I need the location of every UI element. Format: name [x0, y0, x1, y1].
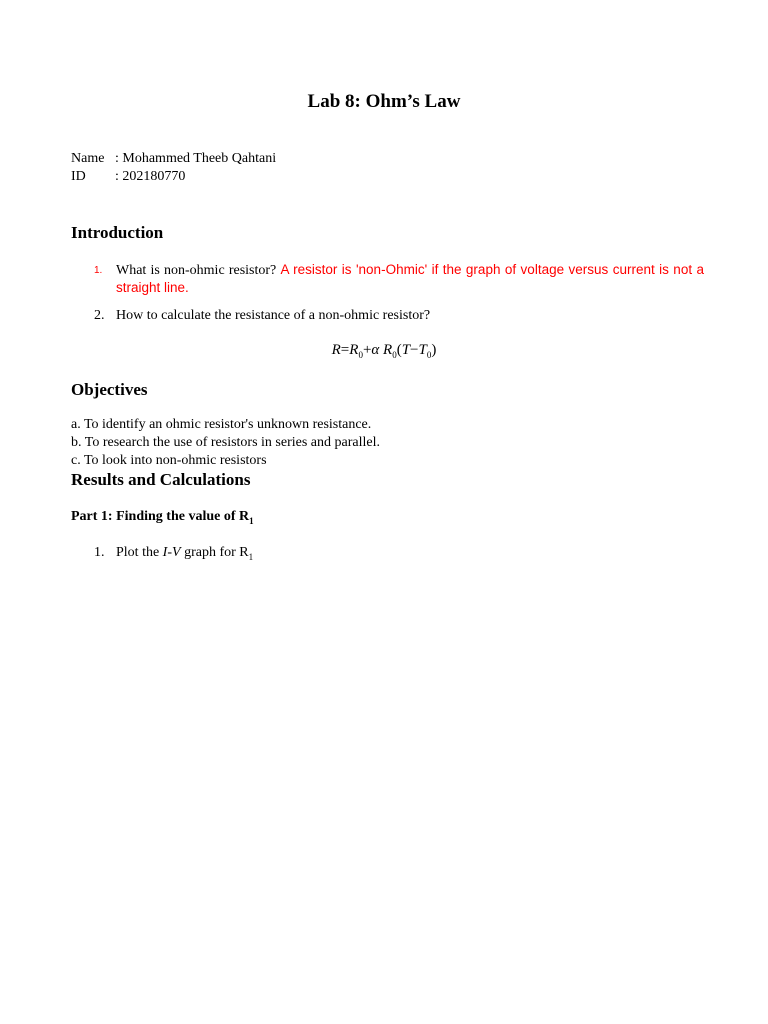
intro-item-1-number: 1. [94, 265, 103, 276]
intro-item-1 [94, 261, 704, 297]
part1-heading [71, 509, 254, 526]
objective-c: c. To look into non-ohmic resistors [71, 453, 267, 468]
objective-b: b. To research the use of resistors in series and parallel. [71, 435, 380, 450]
intro-item-1-question: What is non-ohmic resistor? [116, 263, 281, 278]
id-row [71, 168, 185, 186]
formula-r0: R [349, 342, 359, 358]
formula-alpha: α [371, 342, 380, 358]
part1-item-1 [94, 544, 704, 566]
formula-close: ) [431, 342, 437, 358]
part1-item-1-number: 1. [94, 545, 105, 560]
part1-heading-text: Part 1: Finding the value of R [71, 509, 250, 524]
objective-a: a. To identify an ohmic resistor's unknown resistance. [71, 417, 372, 432]
results-heading: Results and Calculations [71, 470, 251, 489]
formula-sub0c: 0 [426, 350, 432, 360]
part1-item-1-pre: Plot the [116, 545, 163, 560]
id-value: : 202180770 [115, 169, 186, 184]
formula-r0b: R [383, 342, 393, 358]
formula-minus: − [410, 342, 419, 358]
objectives-heading: Objectives [71, 380, 148, 399]
formula-t0: T [418, 342, 427, 358]
resistance-formula [0, 342, 768, 360]
intro-item-2 [94, 307, 704, 324]
part1-heading-sub: 1 [249, 515, 254, 526]
formula-t: T [401, 342, 411, 358]
part1-item-1-post: graph for R [180, 545, 249, 560]
part1-item-1-italic: I-V [162, 545, 181, 560]
name-value: : Mohammed Theeb Qahtani [115, 151, 277, 166]
part1-item-1-text [116, 544, 704, 566]
introduction-heading: Introduction [71, 223, 164, 242]
formula-sub0: 0 [358, 350, 363, 360]
formula-eq: = [340, 342, 350, 358]
intro-item-1-answer: A resistor is 'non-Ohmic' if the graph of voltage versus current is not a straight line. [116, 262, 705, 295]
formula-open: ( [396, 342, 402, 358]
name-label: Name [71, 151, 105, 166]
intro-item-2-text: How to calculate the resistance of a non-ohmic resistor? [116, 308, 431, 323]
formula-plus: + [362, 342, 372, 358]
part1-item-1-sub: 1 [248, 551, 254, 562]
formula-sub0b: 0 [392, 350, 397, 360]
intro-item-2-number: 2. [94, 308, 105, 323]
id-label: ID [71, 169, 86, 184]
name-row [71, 150, 276, 168]
page-title: Lab 8: Ohm’s Law [307, 91, 461, 112]
intro-item-1-text [116, 261, 704, 297]
formula-r: R [331, 342, 341, 358]
